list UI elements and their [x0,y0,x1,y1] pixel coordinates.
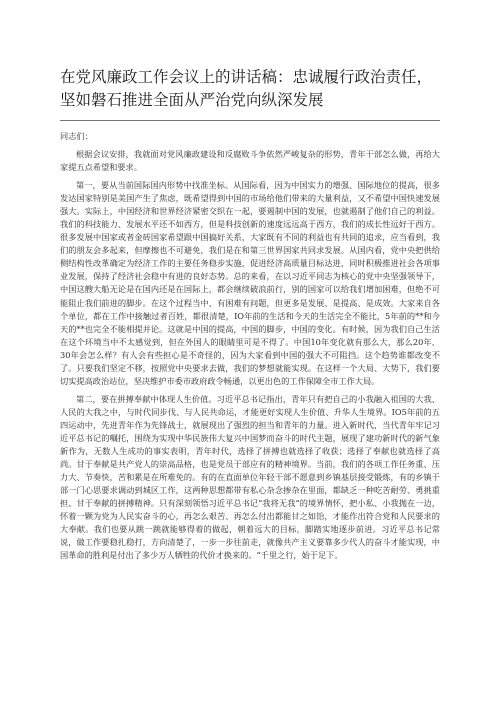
document-title: 在党风廉政工作会议上的讲话稿：忠诚履行政治责任， 坚如磐石推进全面从严治党向纵深发展 [60,68,433,109]
paragraph-intro: 根据会议安排，我就面对党风廉政建设和反腐败斗争依然严峻复杂的形势，青年干部怎么做，再给大家提五点希望和要求。 [60,149,440,173]
paragraph-point-two: 第二，要在拼搏奉献中体现人生价值。习近平总书记指出，青年只有把自己的小我融入祖国的大我、人民的大我之中，与时代同步伐、与人民共命运，才能更好实现人生价值、升华人生境界。IO5年前的五四运动中，先进青年作为先锋战士，就展现出了强烈的担当和青年的力量。进入新时代，当代青年牢记习近平总书记的嘱托，围绕为实现中华民族伟大复兴中国梦而奋斗的时代主题，展现了建功新时代的新气象新作为，无数人生成功的事实表明，青年时代，选择了拼搏也就选择了收获；选择了奉献也就选择了高尚。甘于奉献是共产党人的崇高品格，也是党员干部应有的精神境界。当前，我们的各项工作任务重、压力大、节奏快，苦和累是在所难免的。有的在直面单位年轻干部不愿意到乡镇基层接受锻炼，有的乡镇干部一门心思要求调动到城区工作，这两种思想都带有私心杂念掺杂在里面，都缺乏一种吃苦耐劳、勇挑重担、甘于奉献的拼搏精神。只有深刻领悟习近平总书记“我将无我”的境界情怀，把小私、小我抛在一边，怀着一颗为党为人民实奋斗的心，再怎么艰苦、再怎么付出都能甘之如饴，才能作出符合党和人民要求的大奉献。我们也要从跳一跳就能够得着的做起，朝着远大的目标，脚踏实地逐步前进。习近平总书记常说，做工作要稳扎稳打，方向清楚了，一步一步往前走，就像共产主义要靠多少代人的奋斗才能实现，中国革命的胜利是付出了多少万人牺牲的代价才换来的。“千里之行，始于足下。 [60,393,440,561]
paragraph-point-one: 第一，要从当前国际国内形势中找准坐标。从国际看，因为中国实力的增强、国际地位的提高，很多发达国家特别是美国产生了焦虑，既希望得到中国的市场给他们带来的大量利益，又不希望中国快速发展强大。实际上，中国经济和世界经济紧密交织在一起，要遏制中国的发展，也就遏制了他们自己的利益。我们的科技能力、发展水平还不如西方，但是科技创新的速度远远高于西方，我们的成长性远好于西方。很多发展中国家或者金砖国家希望跟中国搞好关系，大家既有不同的利益也有共同的追求，应当看到，我们的朋友会多起来，但摩擦也不可避免，我们是在和第三世界国家共同求发展。从国内看，党中央把供给侧结构性改革确定为经济工作的主要任务稳步实施，促进经济高质量目标达进，同时积极推进社会各项事业发展，保持了经济社会稳中有进的良好态势。总的来看，在以习近平同志为核心的党中央坚强领导下，中国这艘大船无论是在国内还是在国际上，都会继续破浪前行，别的国家可以给我们增加困难，但绝不可能阻止我们前进的脚步。在这个过程当中，有困难有问题，但更多是发展、是提高、是成效。大家来自各个单位，都在工作中接触过者百姓，都很清楚，IO年前的生活和今天的生活完全不能比，5年前的**和今天的**也完全不能相提并论。这就是中国的提高，中国的脚步，中国的变化。有时候，因为我们自己生活在这个环境当中不太感觉到，但在外国人的眼睛里可是不得了。中国10年变化就有那么大，那么20年、30年会怎么样？有人会有些担心是不奇怪的，因为大家看到中国的强大不可阻挡。这个趋势谁都改变不了。只要我们坚定不移，按照党中央要求去做，我们的梦想就能实现。在这样一个大局、大势下，我们要切实提高政治站位，坚决维护市委市政府政令畅通，以更出色的工作保障全市工作大局。 [60,180,440,386]
title-divider [60,120,440,121]
greeting: 同志们： [60,131,93,141]
